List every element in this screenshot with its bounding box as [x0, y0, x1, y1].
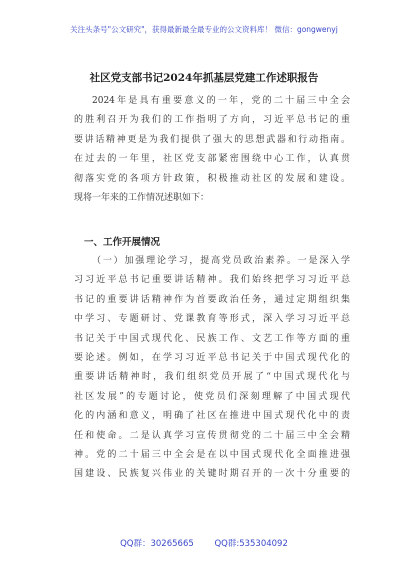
- paragraph-line: 书记关于中国式现代化、民族工作、文艺工作等方面的重: [74, 333, 350, 344]
- paragraph-line: （一）加强理论学习，提高党员政治素养。一是深入学: [92, 256, 350, 266]
- paragraph-line: 重要讲话精神时，我们组织党员开展了“中国式现代化与: [74, 372, 350, 383]
- section-heading: 一、工作开展情况: [84, 237, 161, 248]
- paragraph-line: 书记的重要讲话精神作为首要政治任务，通过定期组织集: [74, 294, 350, 305]
- paragraph-line: 化的内涵和意义，明确了社区在推进中国式现代化中的责: [74, 411, 350, 422]
- paragraph-line: 社区发展”的专题讨论，使党员们深刻理解了中国式现代: [74, 391, 350, 402]
- footer-note: QQ群：30265665 QQ群:535304092: [120, 539, 288, 549]
- paragraph-line: 要讲话精神更是为我们提供了强大的思想武器和行动指南。: [74, 134, 350, 145]
- section-paragraph: [74, 252, 350, 485]
- paragraph-line: 神。党的二十届三中全会是在以中国式现代化全面推进强: [74, 449, 350, 460]
- paragraph-line: 要论述。例如，在学习习近平总书记关于中国式现代化的: [74, 352, 350, 363]
- paragraph-line: 国建设、民族复兴伟业的关键时期召开的一次十分重要的: [74, 469, 350, 480]
- document-title: 社区党支部书记2024年抓基层党建工作述职报告: [89, 72, 319, 84]
- paragraph-line: 习习近平总书记重要讲话精神。我们始终把学习习近平总: [74, 275, 350, 286]
- paragraph-line: 现将一年来的工作情况述职如下：: [74, 192, 210, 203]
- paragraph-line: 在过去的一年里，社区党支部紧密围绕中心工作，认真贯: [74, 154, 350, 165]
- header-note: 关注头条号"公文研究"，获得最新最全最专业的公文资料库！ 微信：gongwenyj: [70, 25, 338, 34]
- paragraph-line: 任和使命。二是认真学习宣传贯彻党的二十届三中全会精: [74, 430, 350, 441]
- paragraph-line: 彻落实党的各项方针政策，积极推动社区的发展和建设。: [74, 173, 350, 184]
- paragraph-line: 中学习、专题研讨、党课教育等形式，深入学习习近平总: [74, 314, 350, 325]
- intro-paragraph: [74, 92, 350, 208]
- paragraph-line: 的胜利召开为我们的工作指明了方向，习近平总书记的重: [74, 115, 350, 126]
- paragraph-line: 2024年是具有重要意义的一年，党的二十届三中全会: [92, 96, 350, 106]
